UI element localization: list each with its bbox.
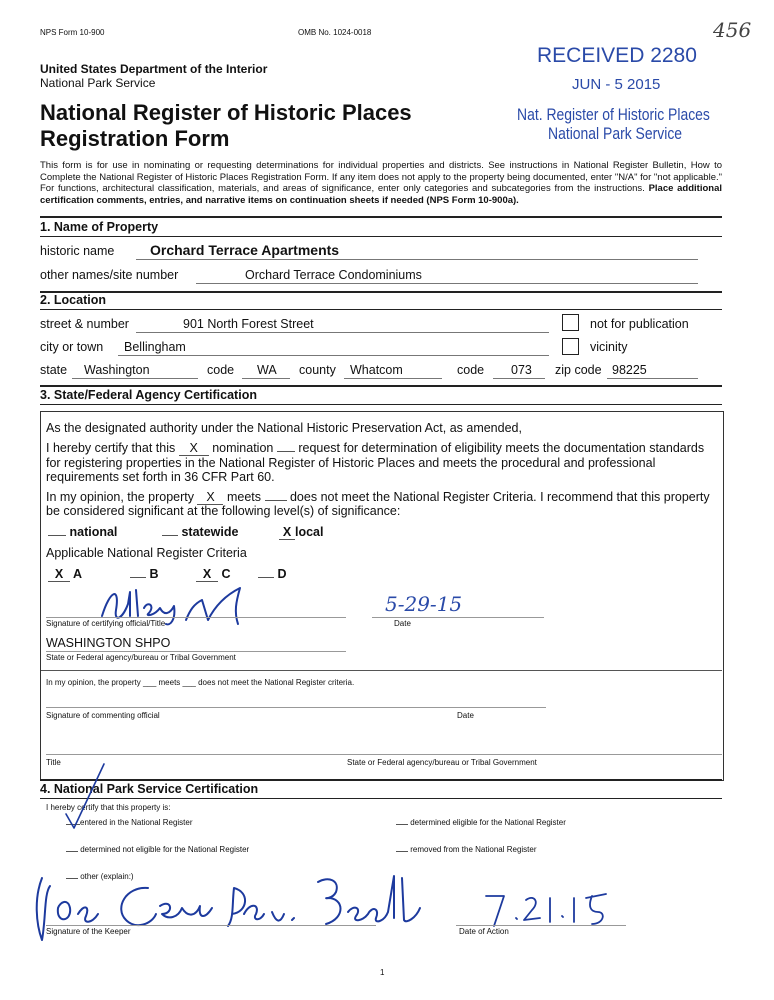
title-label: Title — [46, 758, 61, 767]
certifying-date-label: Date — [394, 619, 411, 628]
criterion-b-label: B — [149, 567, 159, 581]
meets-check[interactable]: X — [197, 490, 223, 505]
intro-bold-text: Place additional certification comments, entries, and narrative items on continuation sheets if needed (NPS Form 10-900a). — [40, 183, 723, 206]
criterion-a — [48, 567, 82, 582]
not-for-publication-checkbox[interactable] — [562, 314, 579, 331]
vicinity-checkbox[interactable] — [562, 338, 579, 355]
does-not-meet-check[interactable] — [265, 500, 287, 501]
criterion-c-check[interactable]: X — [196, 567, 218, 582]
state-code-value[interactable]: WA — [257, 363, 277, 377]
certify-line3: requirements set forth in 36 CFR Part 60. — [46, 470, 275, 484]
commenting-date-label: Date — [457, 711, 474, 720]
certify-line1 — [46, 441, 704, 456]
level-local-label: local — [295, 525, 324, 539]
other-names-value[interactable]: Orchard Terrace Condominiums — [245, 268, 422, 282]
criterion-a-check[interactable]: X — [48, 567, 70, 582]
section1-heading: 1. Name of Property — [40, 220, 159, 234]
stamp-agency-line2: National Park Service — [548, 124, 683, 143]
request-check[interactable] — [277, 451, 295, 452]
certify-text-b: nomination — [212, 441, 274, 455]
state-code-label: code — [207, 363, 235, 377]
option-entered-label: entered in the National Register — [80, 818, 193, 827]
received-stamp: RECEIVED 2280 — [537, 44, 697, 67]
option-removed-label: removed from the National Register — [410, 845, 537, 854]
criterion-d-label: D — [277, 567, 287, 581]
county-value[interactable]: Whatcom — [350, 363, 403, 377]
county-code-value[interactable]: 073 — [511, 363, 532, 377]
level-local-check[interactable]: X — [279, 525, 295, 540]
section3-heading: 3. State/Federal Agency Certification — [40, 388, 257, 402]
criterion-c-label: C — [221, 567, 231, 581]
agency-name[interactable]: WASHINGTON SHPO — [46, 636, 171, 650]
level-national — [48, 525, 117, 539]
nomination-check[interactable]: X — [179, 441, 209, 456]
criterion-b-check[interactable] — [130, 577, 146, 578]
zip-value[interactable]: 98225 — [612, 363, 647, 377]
option-other-label: other (explain:) — [80, 872, 134, 881]
stamp-agency-line1: Nat. Register of Historic Places — [517, 105, 710, 124]
street-label: street & number — [40, 317, 129, 331]
not-for-publication-label: not for publication — [590, 317, 689, 331]
omb-number: OMB No. 1024-0018 — [298, 28, 372, 37]
criterion-b — [130, 567, 159, 581]
section2-heading: 2. Location — [40, 293, 106, 307]
criterion-a-label: A — [73, 567, 83, 581]
commenting-signature-label: Signature of commenting official — [46, 711, 160, 720]
other-names-label: other names/site number — [40, 268, 179, 282]
historic-name-value[interactable]: Orchard Terrace Apartments — [150, 242, 340, 258]
level-statewide-label: statewide — [181, 525, 239, 539]
service-name: National Park Service — [40, 76, 156, 90]
county-label: county — [299, 363, 336, 377]
opinion-text-b: meets — [226, 490, 262, 504]
action-date-handwritten — [486, 896, 559, 922]
level-national-label: national — [69, 525, 118, 539]
authority-statement: As the designated authority under the National Historic Preservation Act, as amended, — [46, 421, 522, 435]
certifying-date-handwritten: 5-29-15 — [385, 592, 463, 616]
criterion-d-check[interactable] — [258, 577, 274, 578]
historic-name-label: historic name — [40, 244, 115, 258]
level-statewide — [162, 525, 238, 539]
keeper-certify-text: I hereby certify that this property is: — [46, 803, 171, 812]
determined-eligible-check[interactable] — [396, 824, 408, 825]
certify-line2: for registering properties in the National Register of Historic Places and meets the procedural and professional — [46, 456, 656, 470]
state-value[interactable]: Washington — [84, 363, 150, 377]
zip-label: zip code — [555, 363, 602, 377]
certifying-signature-label: Signature of certifying official/Title — [46, 619, 166, 628]
department-name: United States Department of the Interior — [40, 62, 268, 76]
certify-text-c: request for determination of eligibility meets the documentation standards — [298, 441, 705, 455]
opinion-text-c: does not meet the National Register Criteria. I recommend that this property — [289, 490, 710, 504]
state-label: state — [40, 363, 68, 377]
keeper-signature-label: Signature of the Keeper — [46, 927, 131, 936]
option-determined-eligible-label: determined eligible for the National Register — [410, 818, 566, 827]
title-agency-label: State or Federal agency/bureau or Tribal Government — [347, 758, 537, 767]
keeper-signature — [28, 868, 448, 948]
county-code-label: code — [457, 363, 485, 377]
criterion-d — [258, 567, 287, 581]
level-statewide-check[interactable] — [162, 535, 178, 536]
intro-text: This form is for use in nominating or requesting determinations for individual properties and districts. See instructions in National Register Bulletin, How to Complete the National Register of Historic Places Registration Form. If any item does not apply to the property being documented, enter "N/A" for "not applicable." For functions, architectural classification, materials, and areas of significance, enter only categories and subcategories from the instructions. — [40, 160, 722, 194]
city-value[interactable]: Bellingham — [124, 340, 186, 354]
form-number: NPS Form 10-900 — [40, 28, 105, 37]
section4-heading: 4. National Park Service Certification — [40, 782, 259, 796]
page-number: 1 — [380, 968, 385, 977]
entered-check-mark — [60, 758, 120, 834]
level-local — [279, 525, 324, 540]
opinion-text-a: In my opinion, the property — [46, 490, 194, 504]
date-of-action-label: Date of Action — [459, 927, 509, 936]
option-not-eligible-label: determined not eligible for the National Register — [80, 845, 250, 854]
criteria-label: Applicable National Register Criteria — [46, 546, 247, 560]
option-not-eligible — [66, 845, 249, 854]
option-determined-eligible — [396, 818, 566, 827]
agency-label: State or Federal agency/bureau or Tribal Government — [46, 653, 236, 662]
opinion-line2: be considered significant at the following level(s) of significance: — [46, 504, 401, 518]
city-label: city or town — [40, 340, 104, 354]
handwritten-page-number: 456 — [713, 18, 752, 42]
intro-paragraph — [40, 160, 722, 206]
commenting-opinion: In my opinion, the property ___ meets ___ does not meet the National Register criteria. — [46, 678, 355, 687]
form-title-line2: Registration Form — [40, 126, 230, 151]
received-date-stamp: JUN - 5 2015 — [572, 76, 661, 93]
form-title-line1: National Register of Historic Places — [40, 100, 412, 125]
opinion-line1 — [46, 490, 710, 505]
removed-check[interactable] — [396, 851, 408, 852]
level-national-check[interactable] — [48, 535, 66, 536]
vicinity-label: vicinity — [590, 340, 628, 354]
option-removed — [396, 845, 537, 854]
certify-text-a: I hereby certify that this — [46, 441, 176, 455]
street-value[interactable]: 901 North Forest Street — [183, 317, 314, 331]
not-eligible-check[interactable] — [66, 851, 78, 852]
